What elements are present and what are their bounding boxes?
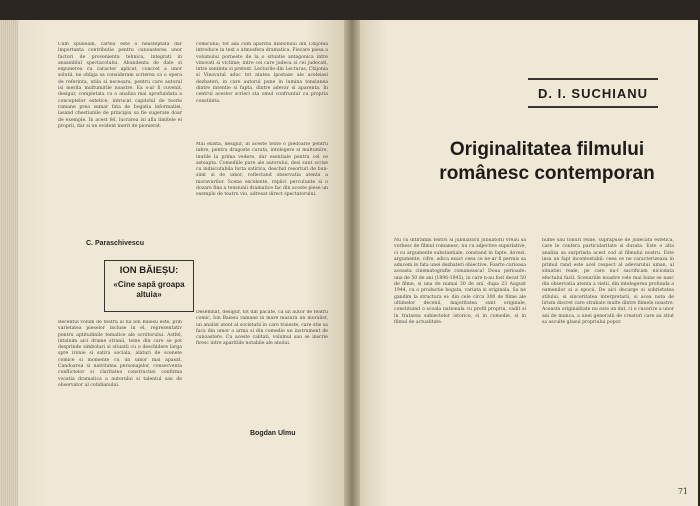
left-top-column-1: Cum spuneam, cartea este o neasteptata dar importanta contributie pentru cunoasterea unor factori de provenienta tehnica, integrati in ansamblul spectacolului. Abundenta de date si expunerea cu caracter aplicat, concret a unor solutii, ne obliga sa consideram scrierea ca o opera de referinta, utila si necesara, pentru care autorul isi merita multumirile noastre. Ea s-ar fi cuvenit, desigur, completata cu o analiza mai aprofundata a conceptelor estetice, intrucat capitolul de teorie ramane prea sumar fata de bogatia informatiei, lasand chestiunile de principiu sa fie sugerate doar de exemple. In acest fel, lucrarea isi afla limitele ei proprii, dar si un evident merit de pionierat. — [58, 42, 182, 129]
left-bottom-column-1: Recentul volum de teatru al lui Ion Baiesu este, prin varietatea pieselor incluse in el, reprezentativ pentru aptitudinile tematice ale scriitorului. Astfel, intalnim aici drame stranii, teme din care se pot desprinde simboluri si situatii cu o deschidere larga spre ironie si satira sociala, alaturi de scenete comice si momente cu un umor mai apasat. Candoarea si naivitatea personajelor, consecventa conflictelor si claritatea constructiei confirma vocatia dramatica a autorului si talentul sau de observator al cotidianului. — [58, 320, 182, 388]
reviewed-author: ION BĂIEȘU: — [119, 265, 179, 276]
left-top-column-2: comicului; tot asa cum aparitia diabolului din Chijonia introduce in text o atmosfera dramatica. Fiecare piesa a volumului porneste de la o situatie antagonica intre vinovati si victime; intre cei care judeca si cei judecati, intre sentinta si pretext. Lecturile din Lecturas, Chijonia si Vinovatul aduc tot atatea ipostaze ale aceleiasi dezbateri, in care autorul pune in lumina tensiunea dintre intentie si fapta, dintre adevar si aparenta. In centrul acestor scrieri sta omul confruntat cu propria constiinta. — [196, 42, 328, 104]
book-gutter — [344, 20, 360, 506]
reviewed-book-title: «Cine sapă groapa altuia» — [113, 280, 185, 299]
left-mid-column-2: Mai exista, desigur, in aceste texte o pledoarie pentru inbre, pentru dragoste curata, intelegere si multumire, inutile la prima vedere, dar esentiale pentru cel ce asteapta. Comediile pure ale autorului, desi sunt scrise cu indiscutabila forta satirica, deschid resorturi de bun-simt si de umor, reflectand observatia atenta a moravurilor. Scene excelente, replici percutante si o dozare fina a tensiunii dramatice fac din aceste piese un exemplu de teatru viu, adresat direct spectatorului. — [196, 142, 328, 198]
article-author: D. I. SUCHIANU — [528, 78, 658, 108]
signature-paraschivescu: C. Paraschivescu — [86, 240, 144, 247]
open-book — [18, 20, 698, 506]
page-number: 71 — [677, 487, 688, 496]
article-column-2: nume sau tonuri reale, suprapuse de judecata estetica, care le confera particularitate si durata. Este o alta analiza sa surprinda acest cod al filmului nostru. Este insa un fapt incontestabil: ceea ce ne caracterizeaza in primul rand este acel respect al adevarului uman, al situatiei reale, pe care nu-l sacrificam niciodata efectului facil. Scenariile noastre cele mai bune se nasc din observatia atenta a vietii, din intelegerea profunda a oamenilor si a epocii. De aici decurge si sobrietatea stilului, si sinceritatea interpretarii, si acea nota de lirism discret care strabate multe dintre filmele noastre. Aceasta originalitate nu este un dat, ci o cucerire a unor ani de munca, a unei generatii de creatori care au stiut sa asculte glasul propriului popor. — [542, 238, 674, 325]
left-page — [18, 20, 344, 506]
left-bottom-column-2: Desemnat, desigur, tot din pacate, ca un autor de teatru comic, Ion Baiesu ramane in mare masura un moralist, un analist atent al societatii in care traieste, care stie sa faca din umor o arma si din comedie un instrument de cunoastere. Cu aceste calitati, volumul sau se inscrie firesc intre aparitiile notabile ale anului. — [196, 310, 328, 347]
right-page — [360, 20, 698, 506]
article-column-1: Nu cu ditirambi festivi si jubiliatorii jubilatorii vreau sa vorbesc de filmul romanesc, nu cu adjective superlative, ci cu argumente substantiale, constand in fapte, dovezi, argumente, cifre, adica exact ceea ce ne-ar fi permis sa aducem in fata unei dezbateri obiective. Foarte curioasa aceasta cinematografie romaneasca! Doua perioade: una de 50 de ani (1896-1945), in care n-au fost decat 50 de filme, si una de numai 30 de ani, dupa 23 August 1944, cu o productie bogata, variata si originala. Sa ne gandim la structura ei: din cele circa 300 de filme ale ultimelor decenii, majoritatea sunt originale, constituind o scoala nationala cu profil propriu, vadit si in tratarea subiectelor istorice, si in comedie, si in filmul de actualitate. — [394, 238, 526, 325]
review-book-box — [104, 260, 194, 312]
signature-ulmu: Bogdan Ulmu — [250, 430, 296, 437]
article-title: Originalitatea filmului românesc contemporan — [439, 139, 655, 184]
page-edge-stack — [0, 20, 18, 506]
